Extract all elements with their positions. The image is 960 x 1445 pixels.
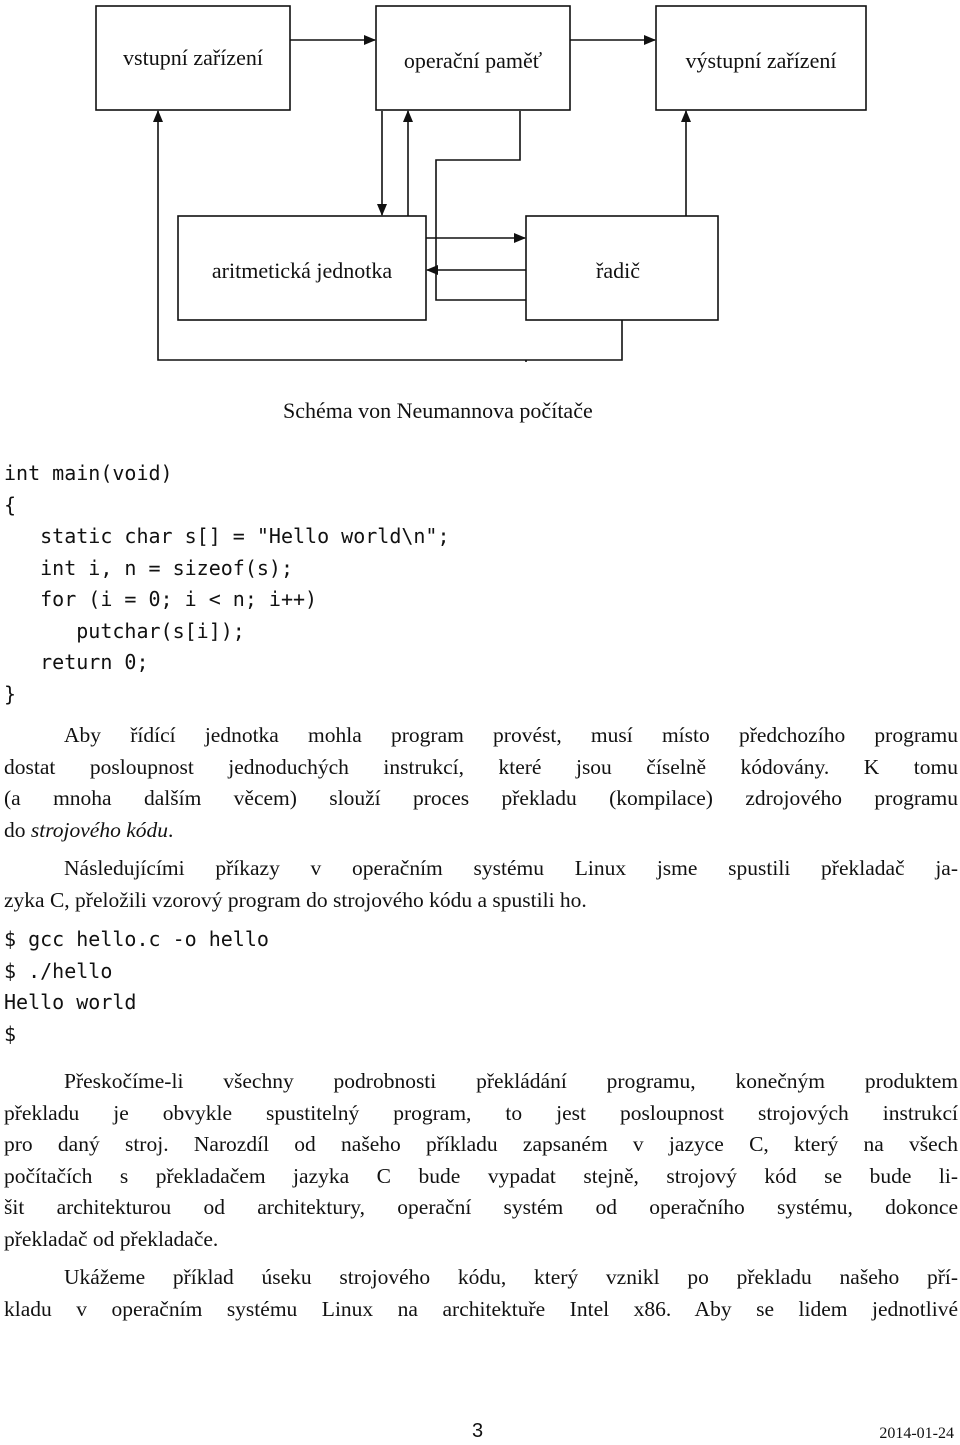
paragraph-line: (a mnoha dalším věcem) slouží proces překladu (kompilace) zdrojového programu	[4, 786, 958, 810]
shell-line: Hello world	[4, 990, 137, 1014]
code-line: static char s[] = "Hello world\n";	[4, 524, 450, 548]
arrow-controller-bottom-link	[526, 320, 622, 360]
paragraph-line: zyka C, přeložili vzorový program do strojového kódu a spustili ho.	[4, 887, 587, 912]
shell-session	[4, 924, 269, 1050]
paragraph-line: překladu je obvykle spustitelný program, to jest posloupnost strojových instrukcí	[4, 1100, 958, 1125]
paragraph-line: šit architekturou od architektury, operační systém od operačního systému, dokonce	[4, 1195, 958, 1219]
shell-line: $	[4, 1021, 17, 1046]
code-line: int main(void)	[4, 461, 173, 485]
code-line: int i, n = sizeof(s);	[4, 555, 293, 580]
page-date: 2014-01-24	[879, 1425, 954, 1442]
paragraph-compilation	[4, 720, 958, 846]
box-memory-label: operační paměť	[403, 48, 543, 73]
text-fragment: do	[4, 817, 31, 842]
code-line: putchar(s[i]);	[4, 618, 245, 643]
paragraph-line: Následujícími příkazy v operačním systému Linux jsme spustili překladač ja-	[64, 856, 958, 880]
box-output-label: výstupní zařízení	[685, 48, 837, 73]
paragraph-line	[4, 815, 958, 847]
code-line: for (i = 0; i < n; i++)	[4, 587, 318, 611]
box-input-label: vstupní zařízení	[123, 45, 263, 70]
code-line: }	[4, 681, 17, 706]
paragraph-line: překladač od překladače.	[4, 1226, 219, 1251]
box-alu-label: aritmetická jednotka	[211, 258, 393, 283]
paragraph-line: kladu v operačním systému Linux na architektuře Intel x86. Aby se lidem jednotlivé	[4, 1296, 958, 1321]
emphasis-machine-code: strojového kódu	[30, 817, 169, 842]
text-fragment: .	[168, 817, 174, 842]
paragraph-executable	[4, 1066, 958, 1255]
paragraph-line: Ukážeme příklad úseku strojového kódu, který vznikl po překladu našeho pří-	[64, 1265, 958, 1289]
page-number: 3	[472, 1420, 484, 1442]
shell-line: $ ./hello	[4, 958, 113, 983]
diagram-caption: Schéma von Neumannova počítače	[283, 398, 593, 423]
paragraph-example	[4, 1262, 958, 1325]
code-line: return 0;	[4, 650, 149, 674]
paragraph-line: Přeskočíme-li všechny podrobnosti překládání programu, konečným produktem	[64, 1069, 958, 1093]
arrow-controller-to-input	[158, 111, 526, 360]
arrow-controller-memory-path	[436, 111, 526, 300]
von-neumann-diagram	[0, 0, 960, 380]
c-code-listing	[4, 458, 450, 710]
paragraph-line: Aby řídící jednotka mohla program provést, musí místo předchozího programu	[64, 723, 958, 747]
code-line: {	[4, 492, 17, 517]
paragraph-line: pro daný stroj. Narozdíl od našeho příkladu zapsaném v jazyce C, který na všech	[4, 1132, 958, 1156]
paragraph-commands	[4, 853, 958, 916]
paragraph-line: dostat posloupnost jednoduchých instrukcí, které jsou číselně kódovány. K tomu	[4, 754, 958, 779]
box-controller-label: řadič	[596, 258, 640, 283]
shell-line: $ gcc hello.c -o hello	[4, 927, 269, 951]
paragraph-line: počítačích s překladačem jazyka C bude vypadat stejně, strojový kód se bude li-	[4, 1163, 958, 1188]
